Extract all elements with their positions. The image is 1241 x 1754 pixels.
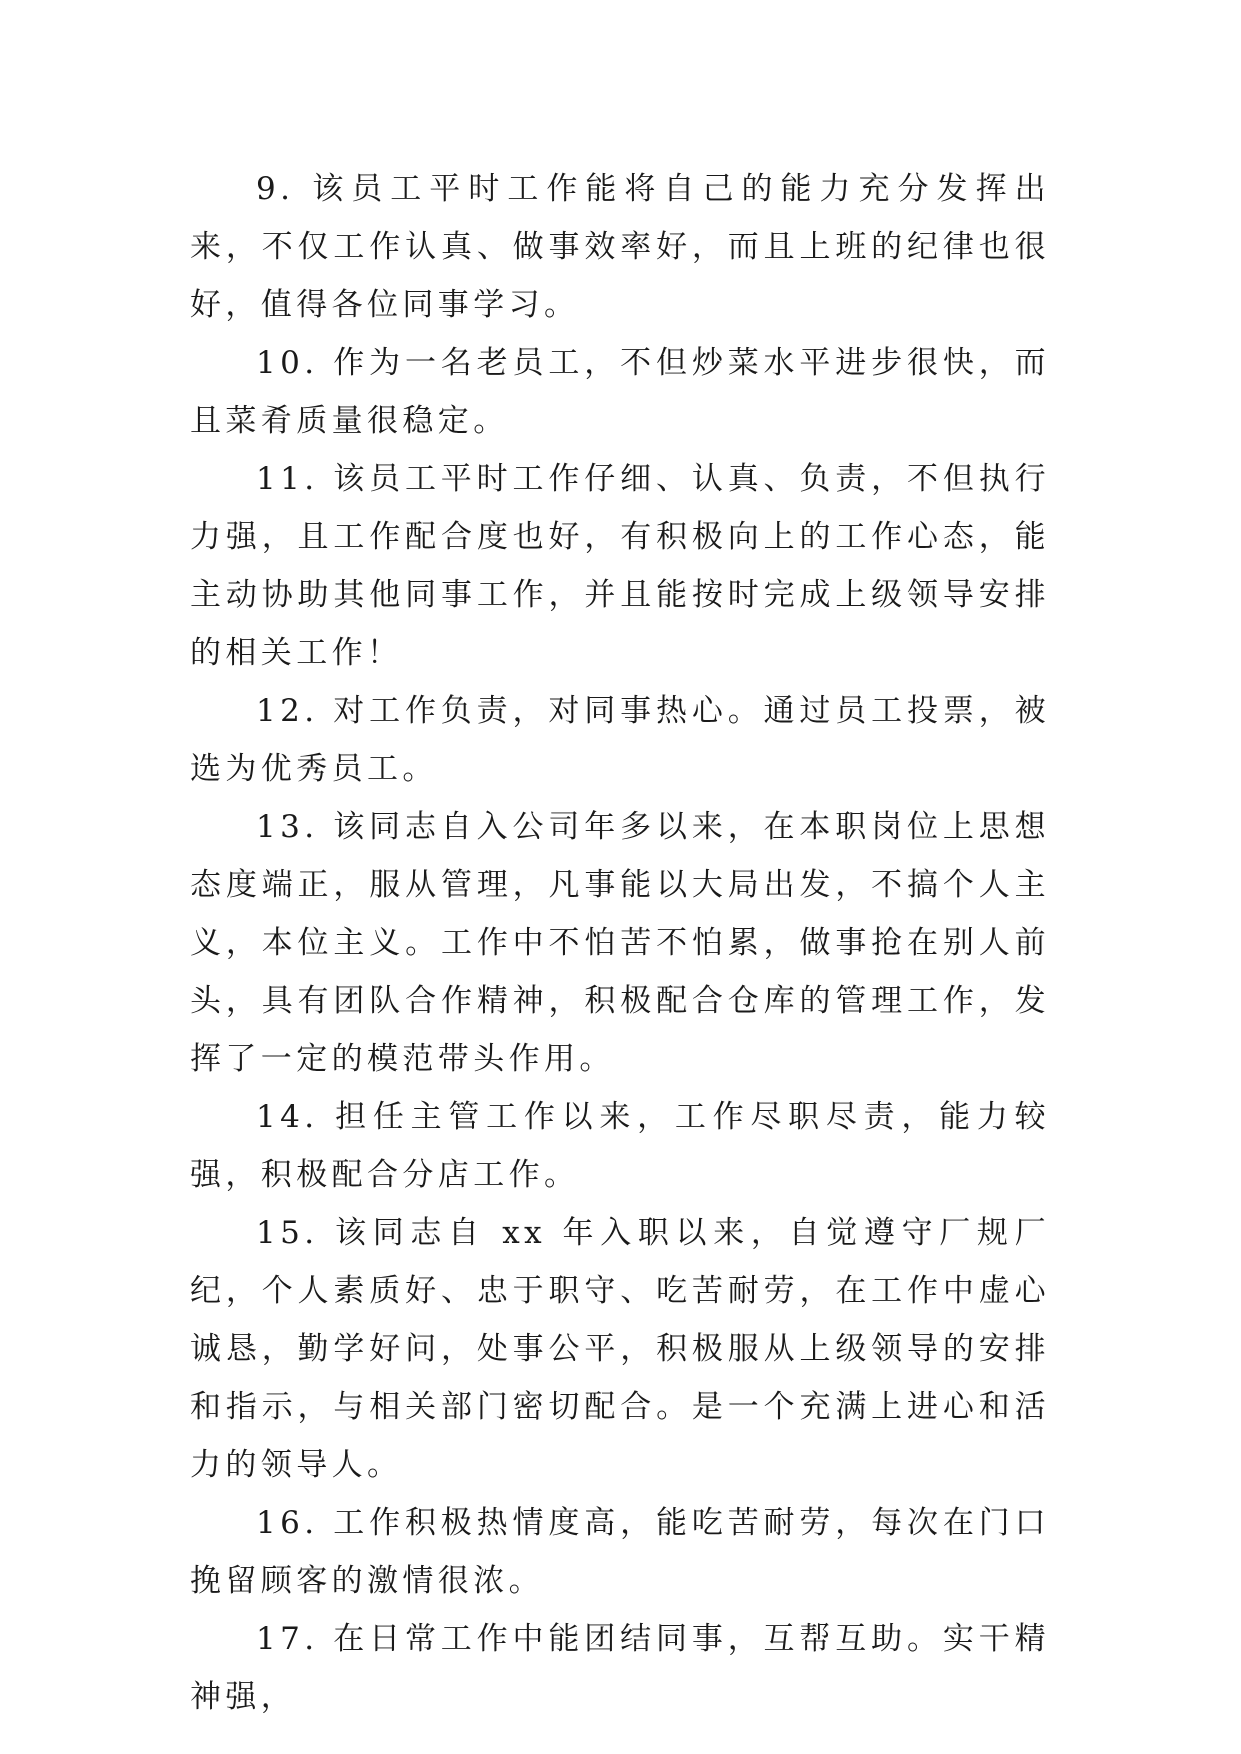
paragraph-16: 16. 工作积极热情度高，能吃苦耐劳，每次在门口挽留顾客的激情很浓。 [190,1505,1050,1599]
paragraph-10: 10. 作为一名老员工，不但炒菜水平进步很快，而且菜肴质量很稳定。 [190,345,1050,439]
document-body [190,160,1050,1726]
paragraph-11: 11. 该员工平时工作仔细、认真、负责，不但执行力强，且工作配合度也好，有积极向上的工作心态，能主动协助其他同事工作，并且能按时完成上级领导安排的相关工作！ [190,461,1050,671]
paragraph-17: 17. 在日常工作中能团结同事，互帮互助。实干精神强， [190,1621,1050,1715]
paragraph-14: 14. 担任主管工作以来，工作尽职尽责，能力较强，积极配合分店工作。 [190,1099,1050,1193]
paragraph-15: 15. 该同志自 xx 年入职以来，自觉遵守厂规厂纪，个人素质好、忠于职守、吃苦耐劳，在工作中虚心诚恳，勤学好问，处事公平，积极服从上级领导的安排和指示，与相关部门密切配合。是一个充满上进心和活力的领导人。 [190,1215,1050,1483]
paragraph-13: 13. 该同志自入公司年多以来，在本职岗位上思想态度端正，服从管理，凡事能以大局出发，不搞个人主义，本位主义。工作中不怕苦不怕累，做事抢在别人前头，具有团队合作精神，积极配合仓库的管理工作，发挥了一定的模范带头作用。 [190,809,1050,1077]
paragraph-12: 12. 对工作负责，对同事热心。通过员工投票，被选为优秀员工。 [190,693,1050,787]
paragraph-9: 9. 该员工平时工作能将自己的能力充分发挥出来，不仅工作认真、做事效率好，而且上班的纪律也很好，值得各位同事学习。 [190,171,1050,323]
